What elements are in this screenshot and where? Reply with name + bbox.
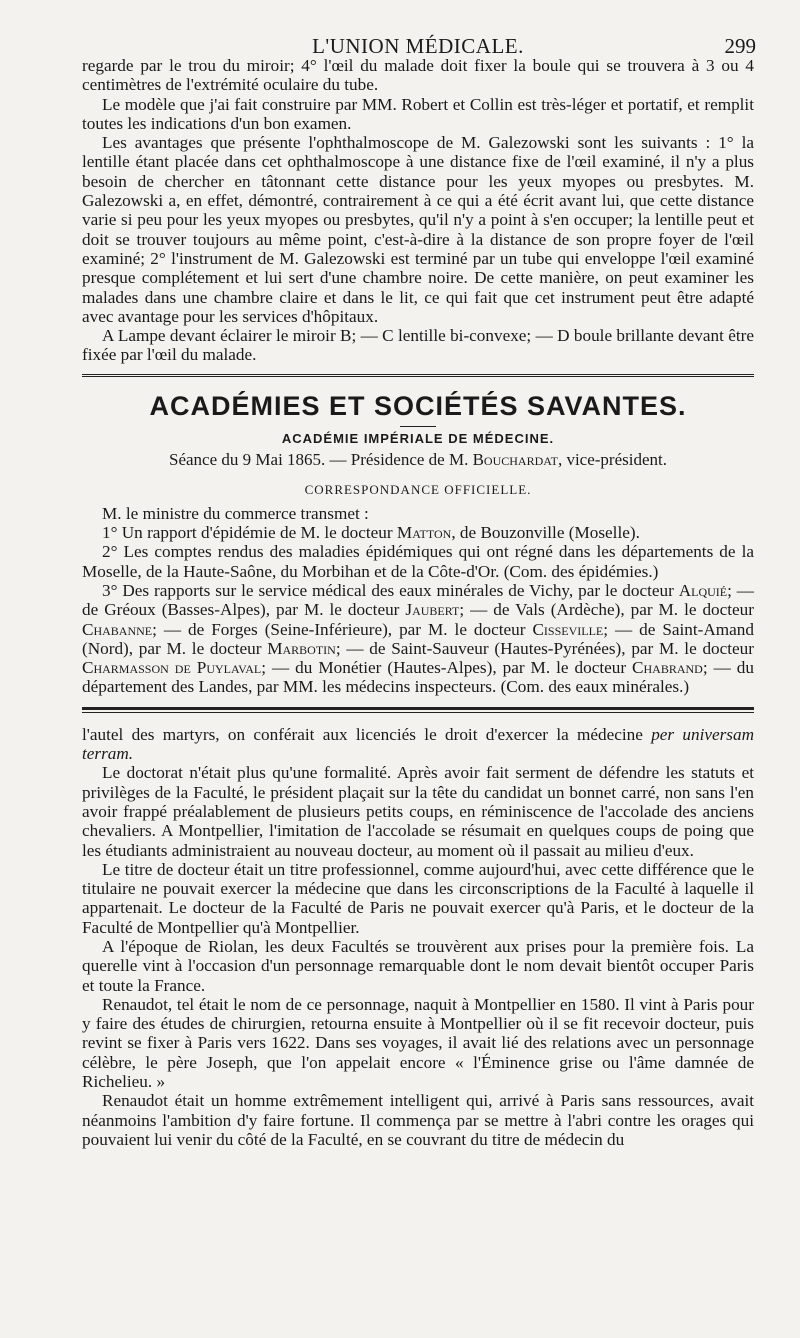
paragraph: Les avantages que présente l'ophthalmoscope de M. Galezowski sont les suivants : 1° la lentille étant placée dans cet ophthalmoscope à une distance fixe de l'œil examiné, il n'y a plus besoin de chercher en tâtonnant cette distance pour les yeux myopes ou presbytes. M. Galezowski a, en effet, démontré, contrairement à ce qui a été écrit avant lui, que cette distance varie si peu pour les yeux myopes ou presbytes, qu'il n'y a point à s'en occuper; la lentille peut et doit se trouver toujours au même point, c'est-à-dire à la distance de son propre foyer de l'œil examiné; 2° l'instrument de M. Galezowski est terminé par un tube qui enveloppe l'œil examiné presque complétement et lui sert d'une chambre noire. De cette manière, on peut examiner les malades dans une chambre claire et dans le lit, ce qui fait que cet instrument peut être adapté avec avantage pour les services d'hôpitaux.: [82, 133, 754, 326]
top-article: [82, 56, 754, 365]
paragraph: Le titre de docteur était un titre professionnel, comme aujourd'hui, avec cette différence que le titulaire ne pouvait exercer la médecine que dans les circonscriptions de la Faculté à laquelle il appartenait. Le docteur de la Faculté de Paris ne pouvait exercer qu'à Paris, et le docteur de la Faculté de Montpellier qu'à Montpellier.: [82, 859, 754, 937]
paragraph: Le modèle que j'ai fait construire par MM. Robert et Collin est très-léger et portatif, et remplit toutes les indications d'un bon examen.: [82, 94, 754, 133]
doctor-name: Alquié: [678, 580, 728, 600]
journal-title: L'UNION MÉDICALE.: [312, 34, 524, 58]
section-subheading: ACADÉMIE IMPÉRIALE DE MÉDECINE.: [281, 430, 555, 446]
item-text: , de Bouzonville (Moselle).: [451, 523, 640, 543]
doctor-name: Marbotin: [267, 638, 336, 658]
correspondance-heading: CORRESPONDANCE OFFICIELLE.: [304, 481, 532, 497]
academies-section: [82, 391, 754, 697]
item-text: 3° Des rapports sur le service médical des eaux minérales de Vichy, par le docteur: [102, 580, 679, 600]
feuilleton-divider: [82, 707, 754, 713]
paragraph: M. le ministre du commerce transmet :: [102, 503, 369, 523]
doctor-name: Cisseville: [532, 619, 604, 639]
paragraph: Renaudot, tel était le nom de ce personnage, naquit à Montpellier en 1580. Il vint à Paris pour y faire des études de chirurgien, retourna ensuite à Montpellier où il se fit recevoir docteur, puis revint se fixer à Paris vers 1622. Dans ses voyages, il avait lié des relations avec un personnage célèbre, le père Joseph, que l'on appelait encore « l'Éminence grise ou l'âme damnée de Richelieu. »: [82, 994, 754, 1092]
paragraph: regarde par le trou du miroir; 4° l'œil du malade doit fixer la boule qui se trouvera à 3 ou 4 centimètres de l'extrémité oculaire du tube.: [82, 56, 754, 95]
seance-line: [82, 450, 754, 470]
list-item: 2° Les comptes rendus des maladies épidémiques qui ont régné dans les départements de la Moselle, de la Haute-Saône, du Morbihan et de la Côte-d'Or. (Com. des épidémies.): [82, 542, 754, 581]
item-text: ; — de Gréoux (Basses-Alpes), par M. le docteur: [82, 580, 754, 620]
list-item: [82, 581, 754, 697]
item-text: 1° Un rapport d'épidémie de M. le docteur: [102, 523, 393, 543]
page-number: 299: [724, 34, 756, 58]
seance-prefix: Séance du 9 Mai 1865. — Présidence de M.: [169, 449, 469, 469]
section-heading: ACADÉMIES ET SOCIÉTÉS SAVANTES.: [149, 390, 687, 421]
item-text: ; — du Monétier (Hautes-Alpes), par M. le docteur: [261, 658, 633, 678]
doctor-name: Chabanne: [82, 619, 153, 639]
doctor-name: Matton: [396, 523, 452, 543]
paragraph: Le doctorat n'était plus qu'une formalité. Après avoir fait serment de défendre les statuts et privilèges de la Faculté, le président plaçait sur la tête du candidat un bonnet carré, non sans l'en avoir frappé préalablement de plusieurs petits coups, en réminiscence de l'accolade des anciens chevaliers. A Montpellier, l'imitation de l'accolade se résumait en quelques coups de poing que les étudiants administraient au nouveau docteur, au moment où il passait au milieu d'eux.: [82, 763, 754, 860]
item-text: ; — de Vals (Ardèche), par M. le docteur: [459, 600, 754, 620]
item-text: ; — de Forges (Seine-Inférieure), par M. le docteur: [152, 619, 533, 639]
running-head: [82, 0, 754, 56]
paragraph: Renaudot était un homme extrêmement intelligent qui, arrivé à Paris sans ressources, avait néanmoins l'ambition d'y faire fortune. Il commença par se mettre à l'abri contre les orages qui pouvaient lui venir du côté de la Faculté, en se couvrant du titre de médecin du: [82, 1091, 754, 1149]
item-text: ; — de Saint-Amand (Nord), par M. le docteur: [82, 619, 754, 658]
section-divider: [82, 374, 754, 377]
latin-phrase: per universam terram.: [82, 724, 755, 764]
item-text: ; — de Saint-Sauveur (Hautes-Pyrénées), par M. le docteur: [335, 638, 754, 658]
feuilleton: [82, 725, 754, 1150]
doctor-name: Jaubert: [405, 600, 460, 620]
item-text: ; — du département des Landes, par MM. les médecins inspecteurs. (Com. des eaux minérales.): [82, 658, 754, 697]
paragraph-text: l'autel des martyrs, on conférait aux licenciés le droit d'exercer la médecine: [82, 724, 652, 744]
president-name: Bouchardat: [472, 449, 558, 469]
list-item: [82, 523, 754, 542]
doctor-name: Chabrand: [632, 658, 703, 678]
doctor-name: Charmasson de Puylaval: [82, 658, 262, 678]
paragraph: A l'époque de Riolan, les deux Facultés se trouvèrent aux prises pour la première fois. La querelle vint à l'occasion d'un personnage remarquable dont le nom devait bientôt occuper Paris et toute la France.: [82, 936, 754, 995]
figure-legend: A Lampe devant éclairer le miroir B; — C lentille bi-convexe; — D boule brillante devant être fixée par l'œil du malade.: [82, 326, 754, 365]
short-rule: [400, 426, 436, 427]
seance-suffix: , vice-président.: [557, 449, 667, 469]
paragraph: [82, 725, 754, 764]
